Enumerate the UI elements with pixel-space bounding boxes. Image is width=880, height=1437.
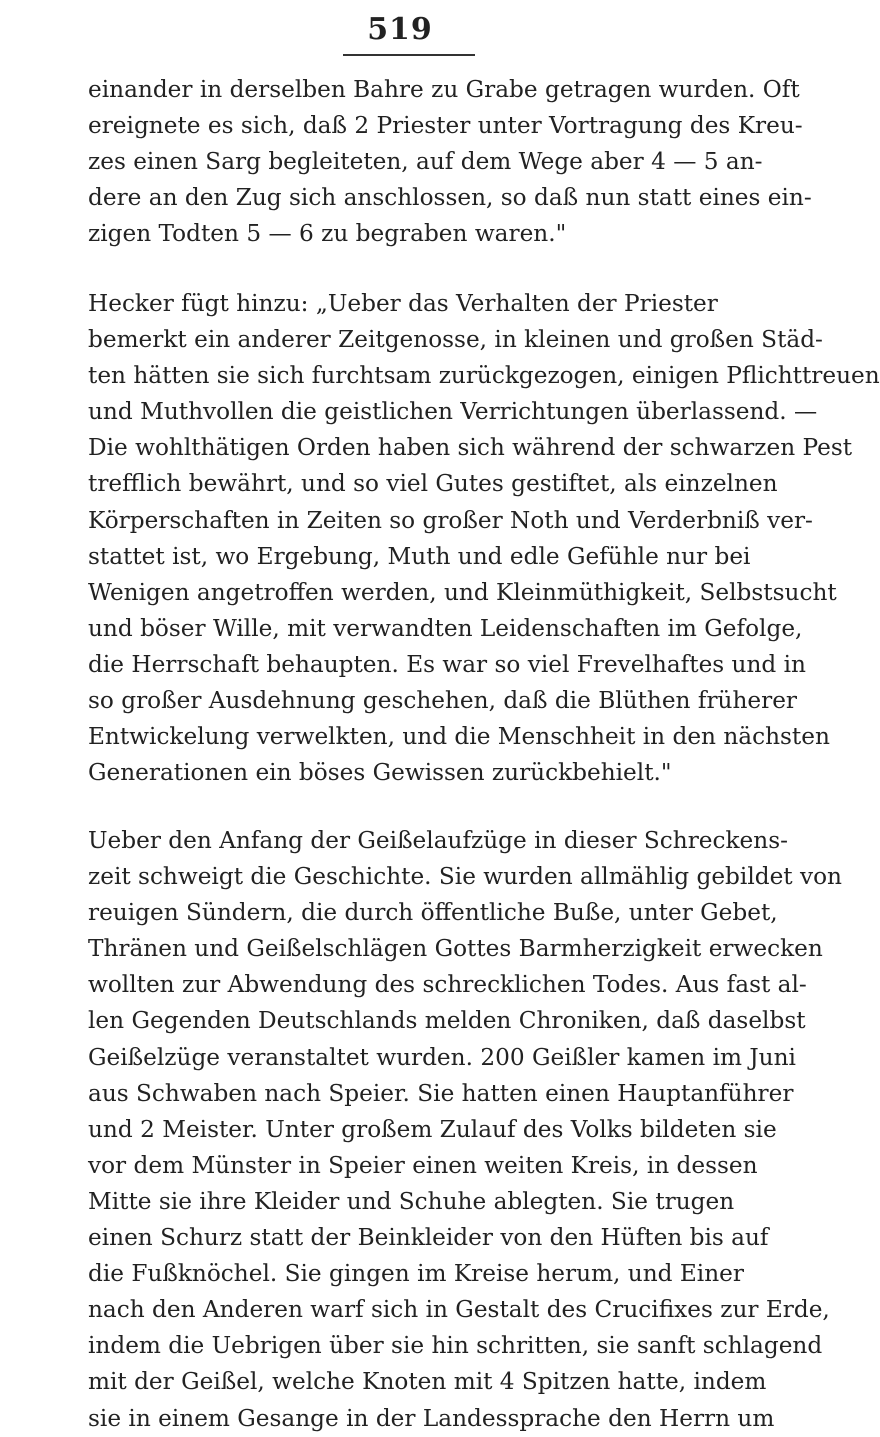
text-line: und Muthvollen die geistlichen Verrichtungen überlassend. — xyxy=(88,398,818,426)
text-line: zes einen Sarg begleiteten, auf dem Wege aber 4 — 5 an- xyxy=(88,148,763,176)
text-line: indem die Uebrigen über sie hin schritten, sie sanft schlagend xyxy=(88,1332,823,1360)
text-line: die Herrschaft behaupten. Es war so viel Frevelhaftes und in xyxy=(88,650,806,678)
text-line: Geißelzüge veranstaltet wurden. 200 Geißler kamen im Juni xyxy=(88,1043,796,1071)
text-line: und 2 Meister. Unter großem Zulauf des Volks bildeten sie xyxy=(88,1115,777,1143)
text-line: einen Schurz statt der Beinkleider von den Hüften bis auf xyxy=(88,1224,769,1252)
text-line: vor dem Münster in Speier einen weiten Kreis, in dessen xyxy=(88,1151,758,1179)
text-line: sie in einem Gesange in der Landessprache den Herrn um xyxy=(88,1404,775,1432)
text-line: mit der Geißel, welche Knoten mit 4 Spitzen hatte, indem xyxy=(88,1368,767,1396)
paragraph-1 xyxy=(88,72,812,252)
text-line: Ueber den Anfang der Geißelaufzüge in dieser Schreckens- xyxy=(88,827,788,854)
text-line: und böser Wille, mit verwandten Leidenschaften im Gefolge, xyxy=(88,614,803,642)
text-line: wollten zur Abwendung des schrecklichen Todes. Aus fast al- xyxy=(88,971,807,999)
text-line: zeit schweigt die Geschichte. Sie wurden allmählig gebildet von xyxy=(88,863,842,891)
text-line: reuigen Sündern, die durch öffentliche Buße, unter Gebet, xyxy=(88,899,778,927)
text-line: ten hätten sie sich furchtsam zurückgezogen, einigen Pflichttreuen xyxy=(88,362,880,390)
text-line: stattet ist, wo Ergebung, Muth und edle Gefühle nur bei xyxy=(88,542,751,570)
text-line: Generationen ein böses Gewissen zurückbehielt." xyxy=(88,759,672,787)
text-line: trefflich bewährt, und so viel Gutes gestiftet, als einzelnen xyxy=(88,470,778,498)
text-line: Mitte sie ihre Kleider und Schuhe ablegten. Sie trugen xyxy=(88,1187,735,1215)
text-line: bemerkt ein anderer Zeitgenosse, in kleinen und großen Städ- xyxy=(88,326,823,354)
text-line: nach den Anderen warf sich in Gestalt des Crucifixes zur Erde, xyxy=(88,1296,830,1324)
header-rule xyxy=(343,54,475,56)
text-line: aus Schwaben nach Speier. Sie hatten einen Hauptanführer xyxy=(88,1079,794,1107)
text-line: dere an den Zug sich anschlossen, so daß nun statt eines ein- xyxy=(88,184,812,212)
text-line: Thränen und Geißelschlägen Gottes Barmherzigkeit erwecken xyxy=(88,935,823,963)
text-line: Die wohlthätigen Orden haben sich während der schwarzen Pest xyxy=(88,434,853,462)
text-line: Wenigen angetroffen werden, und Kleinmüthigkeit, Selbstsucht xyxy=(88,578,837,606)
page-number: 519 xyxy=(367,12,433,47)
text-line: len Gegenden Deutschlands melden Chroniken, daß daselbst xyxy=(88,1007,806,1035)
paragraph-3 xyxy=(88,823,842,1437)
text-line: Körperschaften in Zeiten so großer Noth und Verderbniß ver- xyxy=(88,506,813,534)
text-line: einander in derselben Bahre zu Grabe getragen wurden. Oft xyxy=(88,76,800,103)
paragraph-2 xyxy=(88,286,880,791)
text-line: die Fußknöchel. Sie gingen im Kreise herum, und Einer xyxy=(88,1260,744,1288)
text-line: Hecker fügt hinzu: „Ueber das Verhalten der Priester xyxy=(88,290,718,317)
text-line: zigen Todten 5 — 6 zu begraben waren." xyxy=(88,220,567,248)
text-line: so großer Ausdehnung geschehen, daß die Blüthen früherer xyxy=(88,687,798,715)
text-line: Entwickelung verwelkten, und die Menschheit in den nächsten xyxy=(88,723,830,751)
text-line: ereignete es sich, daß 2 Priester unter Vortragung des Kreu- xyxy=(88,112,803,140)
